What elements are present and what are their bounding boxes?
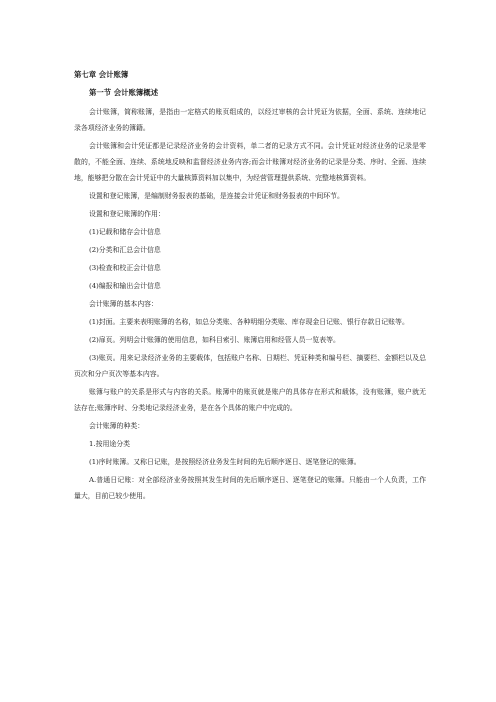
paragraph: 会计账簿，简称账簿，是指由一定格式的账页组成的，以经过审核的会计凭证为依据，全面、系统、连续地记录各项经济业务的簿籍。	[74, 108, 426, 132]
list-item: (1)封面。主要来表明账簿的名称，如总分类账、各种明细分类账、库存现金日记账、银行存款日记账等。	[89, 318, 409, 326]
paragraph: 会计账簿和会计凭证都是记录经济业务的会计资料，单二者的记录方式不同。会计凭证对经济业务的记录是零散的，不能全面、连续、系统地反映和监督经济业务内容;而会计账簿对经济业务的记录是分类、序时、全面、连续地，能够把分散在会计凭证中的大量核算资料加以集中，为经营管理提供系统、完整地核算资料。	[74, 142, 426, 182]
list-item: (1)记载和储存会计信息	[89, 228, 161, 236]
paragraph: 会计账簿的种类：	[89, 422, 145, 430]
list-item: (2)扉页。列明会计账簿的使用信息，如科目索引、账簿启用和经管人员一览表等。	[89, 336, 340, 344]
paragraph: 设置和登记账簿的作用：	[89, 210, 165, 218]
list-item: (1)序时账簿。又称日记账，是按照经济业务发生时间的先后顺序逐日、逐笔登记的账簿。	[89, 458, 361, 466]
list-item: (2)分类和汇总会计信息	[89, 246, 161, 254]
paragraph: 会计账簿的基本内容：	[89, 300, 158, 308]
list-item: 1.按用途分类	[89, 440, 131, 448]
list-item: (3)账页。用来记录经济业务的主要载体，包括账户名称、日期栏、凭证种类和编号栏、摘要栏、金额栏以及总页次和分户页次等基本内容。	[74, 354, 426, 378]
chapter-title: 第七章 会计账簿	[74, 70, 129, 79]
document-body	[74, 70, 426, 506]
list-item: (3)检查和校正会计信息	[89, 264, 161, 272]
list-item: A.普通日记账：对全部经济业务按照其发生时间的先后顺序逐日、逐笔登记的账簿。只能由一个人负责，工作量大，目前已较少使用。	[74, 476, 426, 500]
list-item: (4)编报和输出会计信息	[89, 282, 161, 290]
section-title: 第一节 会计账簿概述	[89, 88, 159, 97]
paragraph: 账簿与账户的关系是形式与内容的关系。账簿中的账页就是账户的具体存在形式和载体，没有账簿，账户就无法存在;账簿序时、分类地记录经济业务，是在各个具体的账户中完成的。	[74, 388, 426, 412]
paragraph: 设置和登记账簿，是编制财务报表的基础，是连接会计凭证和财务报表的中间环节。	[89, 192, 344, 200]
